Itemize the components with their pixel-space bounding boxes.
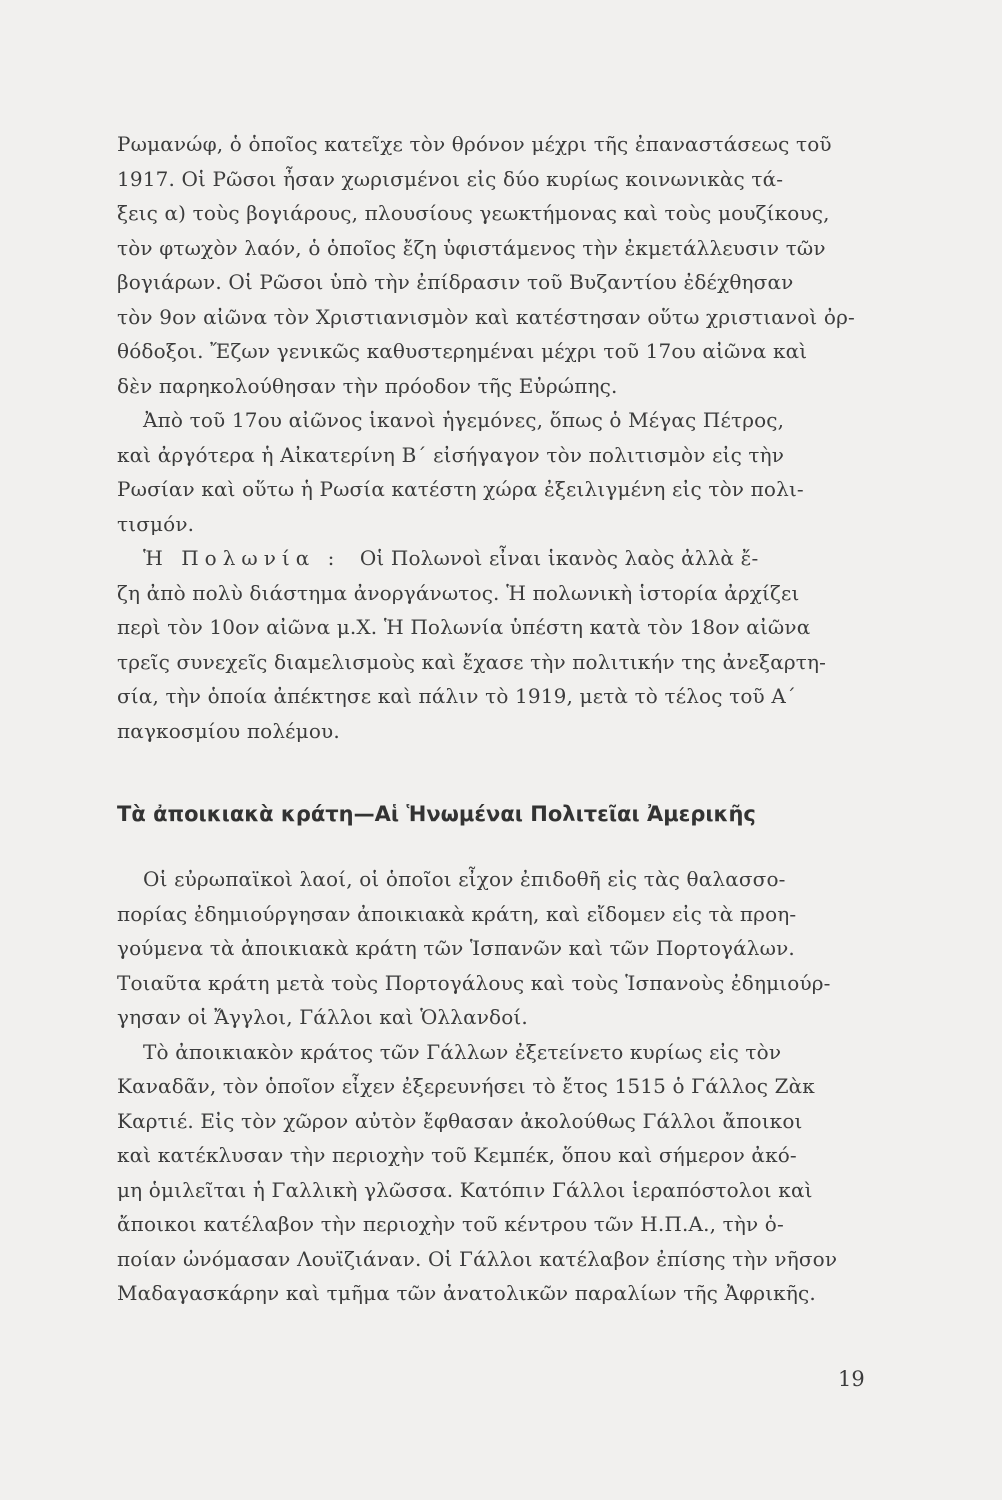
paragraph-block-colonial-states [117, 862, 862, 1311]
text-line: θόδοξοι. Ἔζων γενικῶς καθυστερημέναι μέχρι τοῦ 17ου αἰῶνα καὶ [117, 339, 808, 363]
text-line: Καρτιέ. Εἰς τὸν χῶρον αὐτὸν ἔφθασαν ἀκολούθως Γάλλοι ἄποικοι [117, 1108, 803, 1133]
text-line: παγκοσμίου πολέμου. [117, 718, 340, 743]
text-line: τρεῖς συνεχεῖς διαμελισμοὺς καὶ ἔχασε τὴν πολιτικήν της ἀνεξαρτη- [117, 649, 827, 674]
text-line: μη ὁμιλεῖται ἡ Γαλλικὴ γλῶσσα. Κατόπιν Γάλλοι ἱεραπόστολοι καὶ [117, 1177, 813, 1202]
text-line: Καναδᾶν, τὸν ὁποῖον εἶχεν ἐξερευνήσει τὸ ἔτος 1515 ὁ Γάλλος Ζὰκ [117, 1074, 815, 1098]
poland-paragraph-first-line [117, 541, 862, 576]
text-line: τὸν 9ον αἰῶνα τὸν Χριστιανισμὸν καὶ κατέστησαν οὕτω χριστιανοὶ ὀρ- [117, 304, 855, 329]
text-line: Ρωμανώφ, ὁ ὁποῖος κατεῖχε τὸν θρόνον μέχρι τῆς ἐπαναστάσεως τοῦ [117, 132, 832, 156]
text-line: γούμενα τὰ ἀποικιακὰ κράτη τῶν Ἱσπανῶν καὶ τῶν Πορτογάλων. [117, 936, 795, 960]
page-number: 19 [838, 1367, 865, 1391]
text-line: τισμόν. [117, 511, 195, 536]
text-line: Ρωσίαν καὶ οὕτω ἡ Ρωσία κατέστη χώρα ἐξειλιγμένη εἰς τὸν πολι- [117, 477, 804, 501]
text-line: Οἱ Πολωνοὶ εἶναι ἱκανὸς λαὸς ἀλλὰ ἔ- [359, 546, 759, 570]
text-line: Οἱ εὐρωπαϊκοὶ λαοί, οἱ ὁποῖοι εἶχον ἐπιδοθῆ εἰς τὰς θαλασσο- [117, 867, 786, 891]
paragraph-block-russia-poland [117, 127, 862, 748]
text-line: σία, τὴν ὁποία ἀπέκτησε καὶ πάλιν τὸ 1919, μετὰ τὸ τέλος τοῦ Α΄ [117, 684, 797, 708]
text-line: Τὸ ἀποικιακὸν κράτος τῶν Γάλλων ἐξετείνετο κυρίως εἰς τὸν [117, 1039, 782, 1064]
text-line: ποίαν ὠνόμασαν Λουϊζιάναν. Οἱ Γάλλοι κατέλαβον ἐπίσης τὴν νῆσον [117, 1246, 838, 1271]
text-line: βογιάρων. Οἱ Ρῶσοι ὑπὸ τὴν ἐπίδρασιν τοῦ Βυζαντίου ἐδέχθησαν [117, 270, 794, 294]
text-line: 1917. Οἱ Ρῶσοι ἦσαν χωρισμένοι εἰς δύο κυρίως κοινωνικὰς τά- [117, 166, 784, 191]
text-line: καὶ κατέκλυσαν τὴν περιοχὴν τοῦ Κεμπέκ, ὅπου καὶ σήμερον ἀκό- [117, 1143, 797, 1167]
section-heading: Τὰ ἀποικιακὰ κράτη—Αἱ Ἡνωμέναι Πολιτεῖαι Ἀμερικῆς [117, 802, 756, 826]
text-line: καὶ ἀργότερα ἡ Αἰκατερίνη Β΄ εἰσήγαγον τὸν πολιτισμὸν εἰς τὴν [117, 442, 785, 467]
text-line: Μαδαγασκάρην καὶ τμῆμα τῶν ἀνατολικῶν παραλίων τῆς Ἀφρικῆς. [117, 1281, 816, 1305]
text-line: ξεις α) τοὺς βογιάρους, πλουσίους γεωκτήμονας καὶ τοὺς μουζίκους, [117, 201, 830, 225]
poland-spaced-label: Ἡ Πολωνία : [143, 546, 341, 570]
text-line: πορίας ἐδημιούργησαν ἀποικιακὰ κράτη, καὶ εἴδομεν εἰς τὰ προη- [117, 901, 797, 926]
text-line: περὶ τὸν 10ον αἰῶνα μ.Χ. Ἡ Πολωνία ὑπέστη κατὰ τὸν 18ον αἰῶνα [117, 615, 811, 639]
text-line: ἄποικοι κατέλαβον τὴν περιοχὴν τοῦ κέντρου τῶν Η.Π.Α., τὴν ὁ- [117, 1212, 784, 1236]
text-line: Ἀπὸ τοῦ 17ου αἰῶνος ἱκανοὶ ἡγεμόνες, ὅπως ὁ Μέγας Πέτρος, [117, 408, 785, 432]
text-line: ζη ἀπὸ πολὺ διάστημα ἀνοργάνωτος. Ἡ πολωνικὴ ἱστορία ἀρχίζει [117, 580, 800, 605]
text-line: δὲν παρηκολούθησαν τὴν πρόοδον τῆς Εὐρώπης. [117, 373, 618, 398]
text-line: τὸν φτωχὸν λαόν, ὁ ὁποῖος ἔζη ὑφιστάμενος τὴν ἐκμετάλλευσιν τῶν [117, 235, 826, 260]
text-line: γησαν οἱ Ἄγγλοι, Γάλλοι καὶ Ὁλλανδοί. [117, 1005, 528, 1029]
text-line: Τοιαῦτα κράτη μετὰ τοὺς Πορτογάλους καὶ τοὺς Ἱσπανοὺς ἐδημιούρ- [117, 970, 831, 995]
